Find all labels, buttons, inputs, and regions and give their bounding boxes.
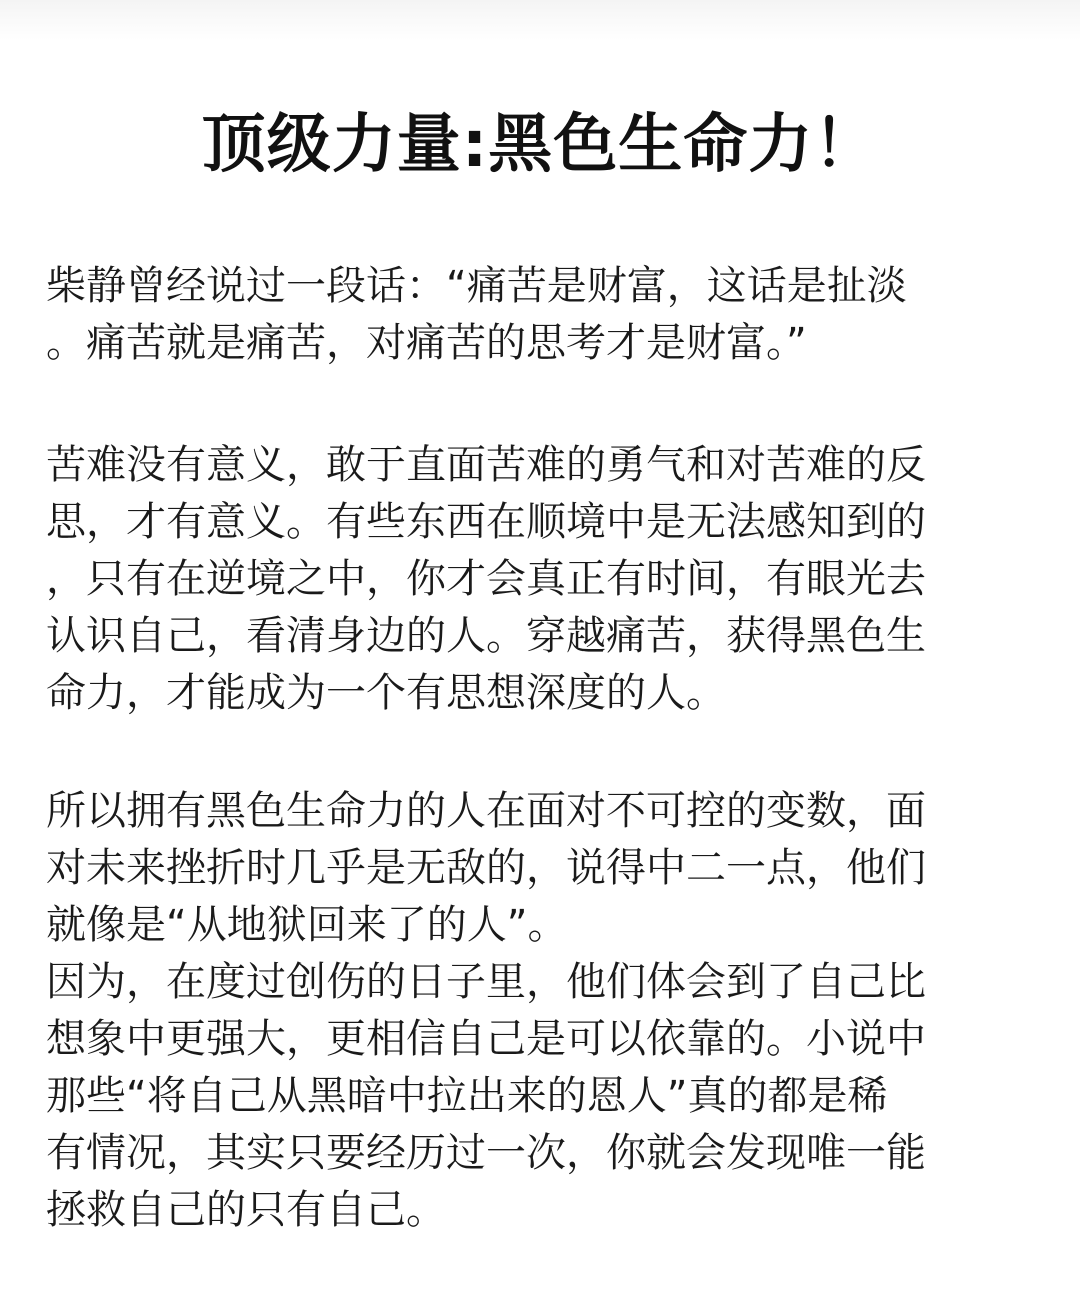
text-line: 拯救自己的只有自己。 xyxy=(46,1187,446,1233)
article-body xyxy=(46,258,1038,1239)
text-line: 命力，才能成为一个有思想深度的人。 xyxy=(46,670,726,716)
paragraph-2 xyxy=(46,437,1038,722)
text-line: 就像是“从地狱回来了的人”。 xyxy=(46,902,568,948)
text-line: 思，才有意义。有些东西在顺境中是无法感知到的 xyxy=(46,499,926,545)
text-line: 对未来挫折时几乎是无敌的，说得中二一点，他们 xyxy=(46,845,926,891)
text-line: 柴静曾经说过一段话：“痛苦是财富，这话是扯淡 xyxy=(46,263,907,309)
top-fade-band xyxy=(0,0,1080,40)
paragraph-spacer xyxy=(46,722,1038,783)
text-line: 想象中更强大，更相信自己是可以依靠的。小说中 xyxy=(46,1016,926,1062)
text-line: 。痛苦就是痛苦，对痛苦的思考才是财富。” xyxy=(46,320,807,366)
paragraph-1 xyxy=(46,258,1038,372)
text-line: 那些“将自己从黑暗中拉出来的恩人”真的都是稀 xyxy=(46,1073,888,1119)
text-line: 认识自己，看清身边的人。穿越痛苦，获得黑色生 xyxy=(46,613,926,659)
paragraph-spacer xyxy=(46,372,1038,437)
text-line: 所以拥有黑色生命力的人在面对不可控的变数，面 xyxy=(46,788,926,834)
text-line: 有情况，其实只要经历过一次，你就会发现唯一能 xyxy=(46,1130,926,1176)
article-title: 顶级力量:黑色生命力！ xyxy=(201,107,879,182)
text-line: 因为，在度过创伤的日子里，他们体会到了自己比 xyxy=(46,959,926,1005)
text-line: 苦难没有意义，敢于直面苦难的勇气和对苦难的反 xyxy=(46,442,926,488)
paragraph-3 xyxy=(46,783,1038,1239)
text-line: ，只有在逆境之中，你才会真正有时间，有眼光去 xyxy=(46,556,926,602)
